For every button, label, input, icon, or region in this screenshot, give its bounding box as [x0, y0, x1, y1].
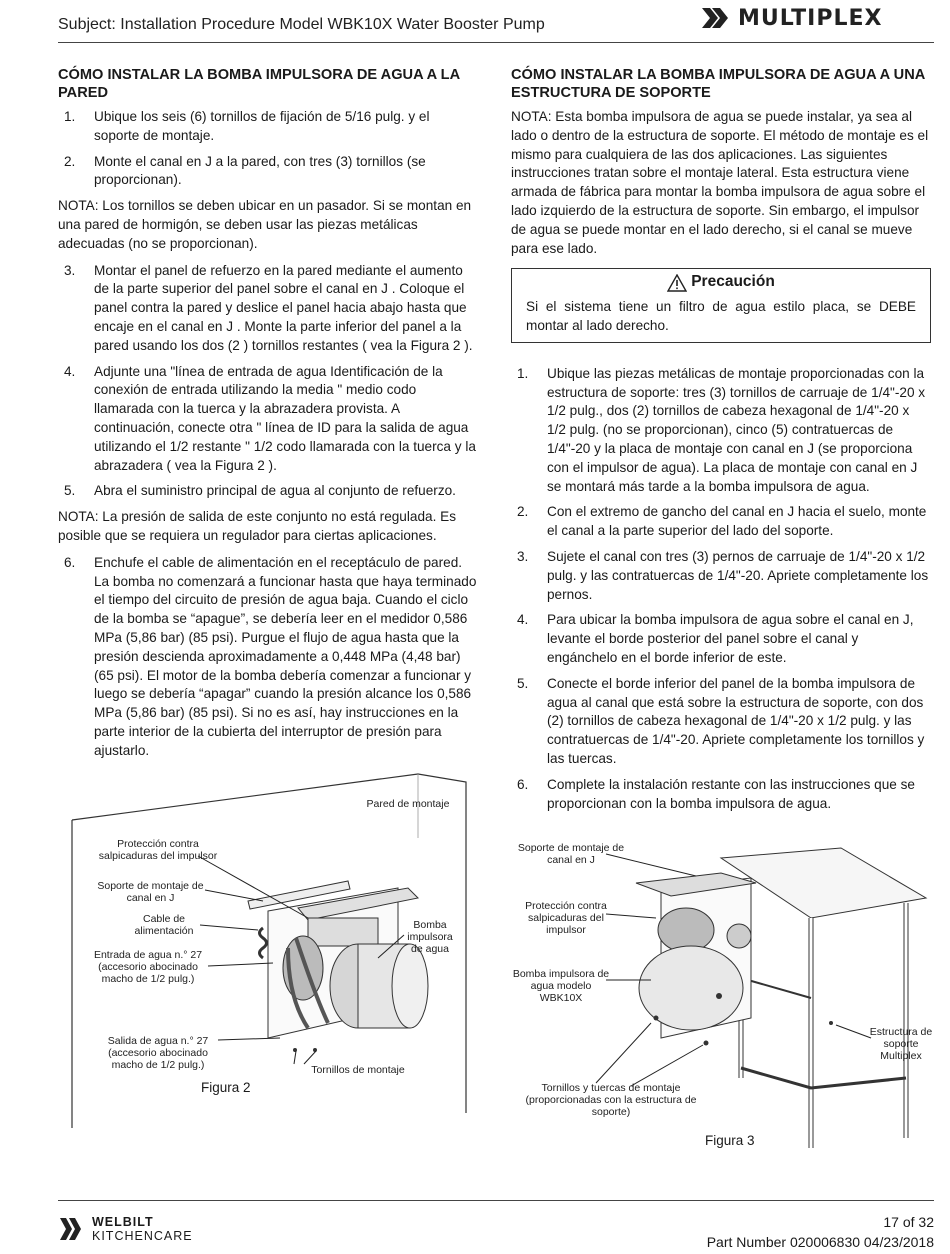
label-j-channel-frame: Soporte de montaje de canal en J [517, 842, 625, 866]
label-splash-guard: Protección contra salpicaduras del impulsor [98, 838, 218, 862]
header-divider [58, 42, 934, 43]
left-column [58, 66, 478, 768]
welbilt-logo-mark-icon [58, 1214, 84, 1244]
step-text: Montar el panel de refuerzo en la pared mediante el aumento de la parte superior del panel sobre el canal en J . Coloque el panel contra la pared y deslice el panel hacia abajo hasta que encaje en el canal en J . Monte la parte inferior del panel a la pared usando los dos (2 ) tornillos restantes ( vea la Figura 2 ). [94, 262, 473, 353]
step-text: Complete la instalación restante con las instrucciones que se proporcionan con la bomba impulsora de agua. [547, 776, 915, 811]
footer-divider [58, 1200, 934, 1201]
step-number: 6. [64, 554, 76, 570]
multiplex-logo [700, 4, 882, 32]
step-text: Monte el canal en J a la pared, con tres (3) tornillos (se proporcionan). [94, 153, 426, 188]
step-text: Ubique las piezas metálicas de montaje proporcionadas con la estructura de soporte: tres (3) tornillos de carruaje de 1/4"-20 x 1/2 pulg., dos (2) tornillos de cabeza hexagonal de 1/4"-20 x 1/2 pulg. (no se proporcionan), cinco (5) contratuercas de 1/4"-20 y la placa de montaje con canal en J (se proporciona con el impulsor de agua). La placa de montaje con canal en J se montará más tarde a la bomba impulsora de agua. [547, 365, 926, 494]
welbilt-brand-line2: KITCHENCARE [92, 1229, 193, 1243]
welbilt-brand-line1: WELBILT [92, 1215, 154, 1229]
label-power-cable: Cable de alimentación [134, 913, 194, 937]
step-item [511, 611, 931, 667]
wall-steps-b [58, 262, 478, 502]
step-number: 4. [517, 612, 529, 628]
welbilt-logo [58, 1214, 193, 1244]
step-text: Abra el suministro principal de agua al conjunto de refuerzo. [94, 483, 456, 499]
step-text: Con el extremo de gancho del canal en J hacia el suelo, monte el canal a la parte superior del lado del soporte. [547, 504, 927, 539]
wall-steps-a [58, 108, 478, 190]
step-item [511, 503, 931, 541]
step-item [58, 482, 478, 501]
multiplex-logo-mark-icon [700, 4, 730, 32]
label-wall: Pared de montaje [366, 798, 450, 810]
label-water-outlet: Salida de agua n.° 27 (accesorio abocinado macho de 1/2 pulg.) [107, 1035, 209, 1071]
step-text: Ubique los seis (6) tornillos de fijación de 5/16 pulg. y el soporte de montaje. [94, 109, 430, 143]
step-text: Adjunte una "línea de entrada de agua Identificación de la conexión de entrada utilizando la media " medio codo llamarada con la tuerca y la abrazadera provista. A continuación, conecte otra " línea de ID para la salida de agua utilizando el 1/2 restante " 1/2 codo llamarada con la tuerca y la abrazadera ( vea la Figura 2 ). [94, 363, 476, 473]
label-pump-model: Bomba impulsora de agua modelo WBK10X [512, 968, 610, 1004]
step-item [58, 363, 478, 476]
note-screws: NOTA: Los tornillos se deben ubicar en un pasador. Si se montan en una pared de hormigón, se deben usar las piezas metálicas adecuadas (no se proporcionan). [58, 198, 472, 251]
page-number: 17 of 32 [883, 1214, 934, 1230]
label-mounting-screws: Tornillos de montaje [311, 1064, 405, 1076]
step-number: 1. [64, 109, 76, 124]
step-item [511, 776, 931, 814]
label-j-channel: Soporte de montaje de canal en J [97, 880, 204, 904]
step-text: Para ubicar la bomba impulsora de agua sobre el canal en J, levante el borde posterior del panel sobre el canal y engánchelo en el borde inferior de este. [547, 612, 914, 665]
wall-install-heading: CÓMO INSTALAR LA BOMBA IMPULSORA DE AGUA A LA PARED [58, 67, 460, 101]
step-text: Sujete el canal con tres (3) pernos de carruaje de 1/4"-20 x 1/2 pulg. y las contratuercas de 1/4"-20. Apriete completamente los pernos. [547, 548, 929, 602]
figure-2 [58, 768, 478, 1133]
step-number: 1. [517, 365, 529, 381]
step-number: 3. [64, 262, 76, 278]
figure-3-caption: Figura 3 [705, 1133, 755, 1148]
note-frame: NOTA: Esta bomba impulsora de agua se puede instalar, ya sea al lado o dentro de la estructura de soporte. El método de montaje es el mismo para cualquiera de las dos aplicaciones. Las siguientes instrucciones tratan sobre el montaje lateral. Esta estructura viene armada de fábrica para montar la bomba impulsora de agua sobre el lado izquierdo de la estructura de soporte. Sin embargo, el impulsor de agua se puede montar en el lado derecho, si el canal se mueve para ese lado. [511, 109, 929, 256]
step-text: Enchufe el cable de alimentación en el receptáculo de pared. La bomba no comenzará a funcionar hasta que haya terminado el tiempo del circuito de presión de agua baja. Cuando el ciclo de la bomba se “apague”, se debería leer en el medidor 0,586 MPa (5,86 bar) (85 psi). Purgue el flujo de agua hasta que la presión descienda aproximadamente a 0,448 MPa (4,48 bar) (65 psi). El motor de la bomba debería comenzar a funcionar y luego se debería “apagar” cuando la presión alcance los 0,586 MPa (5,86 bar) (85 psi). Si no es así, hay instrucciones en la parte interior de la cubierta del interruptor de presión para ajustarlo. [94, 554, 477, 758]
step-number: 5. [64, 483, 76, 499]
step-item [58, 108, 478, 146]
label-mounting-hardware: Tornillos y tuercas de montaje (proporcionadas con la estructura de soporte) [525, 1082, 697, 1118]
figure-3 [511, 838, 931, 1158]
step-item [58, 153, 478, 191]
step-number: 2. [64, 153, 76, 169]
figure-2-caption: Figura 2 [201, 1080, 251, 1095]
step-number: 4. [64, 363, 76, 379]
label-water-inlet: Entrada de agua n.° 27 (accesorio abocinado macho de 1/2 pulg.) [93, 949, 203, 985]
page-header [0, 0, 950, 54]
caution-box [511, 268, 931, 342]
caution-header [526, 273, 916, 292]
step-item [58, 554, 478, 761]
step-number: 6. [517, 776, 529, 792]
part-number: Part Number 020006830 04/23/2018 [706, 1234, 934, 1250]
caution-text: Si el sistema tiene un filtro de agua estilo placa, se DEBE montar al lado derecho. [526, 299, 916, 333]
frame-install-heading: CÓMO INSTALAR LA BOMBA IMPULSORA DE AGUA A UNA ESTRUCTURA DE SOPORTE [511, 67, 925, 101]
step-number: 3. [517, 548, 529, 564]
document-subject: Subject: Installation Procedure Model WBK10X Water Booster Pump [58, 16, 545, 33]
step-item [511, 365, 931, 497]
step-number: 2. [517, 504, 529, 520]
right-column [511, 66, 931, 820]
warning-triangle-icon [667, 274, 687, 292]
step-item [511, 548, 931, 604]
step-text: Conecte el borde inferior del panel de la bomba impulsora de agua al canal que está sobre la estructura de soporte, con dos (2) tornillos de cabeza hexagonal de 1/4"-20 x 1/2 pulg. y las contratuercas de 1/4"-20. Apriete completamente los tornillos y las tuercas. [547, 675, 925, 766]
frame-steps [511, 365, 931, 814]
label-pump: Bomba impulsora de agua [407, 919, 453, 955]
step-item [511, 675, 931, 769]
note-pressure: NOTA: La presión de salida de este conjunto no está regulada. Es posible que se requiera un regulador para ciertas aplicaciones. [58, 509, 456, 543]
multiplex-logo-text: MULTIPLEX [738, 5, 883, 31]
label-support-frame: Estructura de soporte Multiplex [869, 1026, 933, 1062]
step-number: 5. [517, 675, 529, 691]
caution-title: Precaución [691, 273, 775, 291]
label-splash-guard-frame: Protección contra salpicaduras del impulsor [525, 900, 607, 936]
step-item [58, 262, 478, 356]
